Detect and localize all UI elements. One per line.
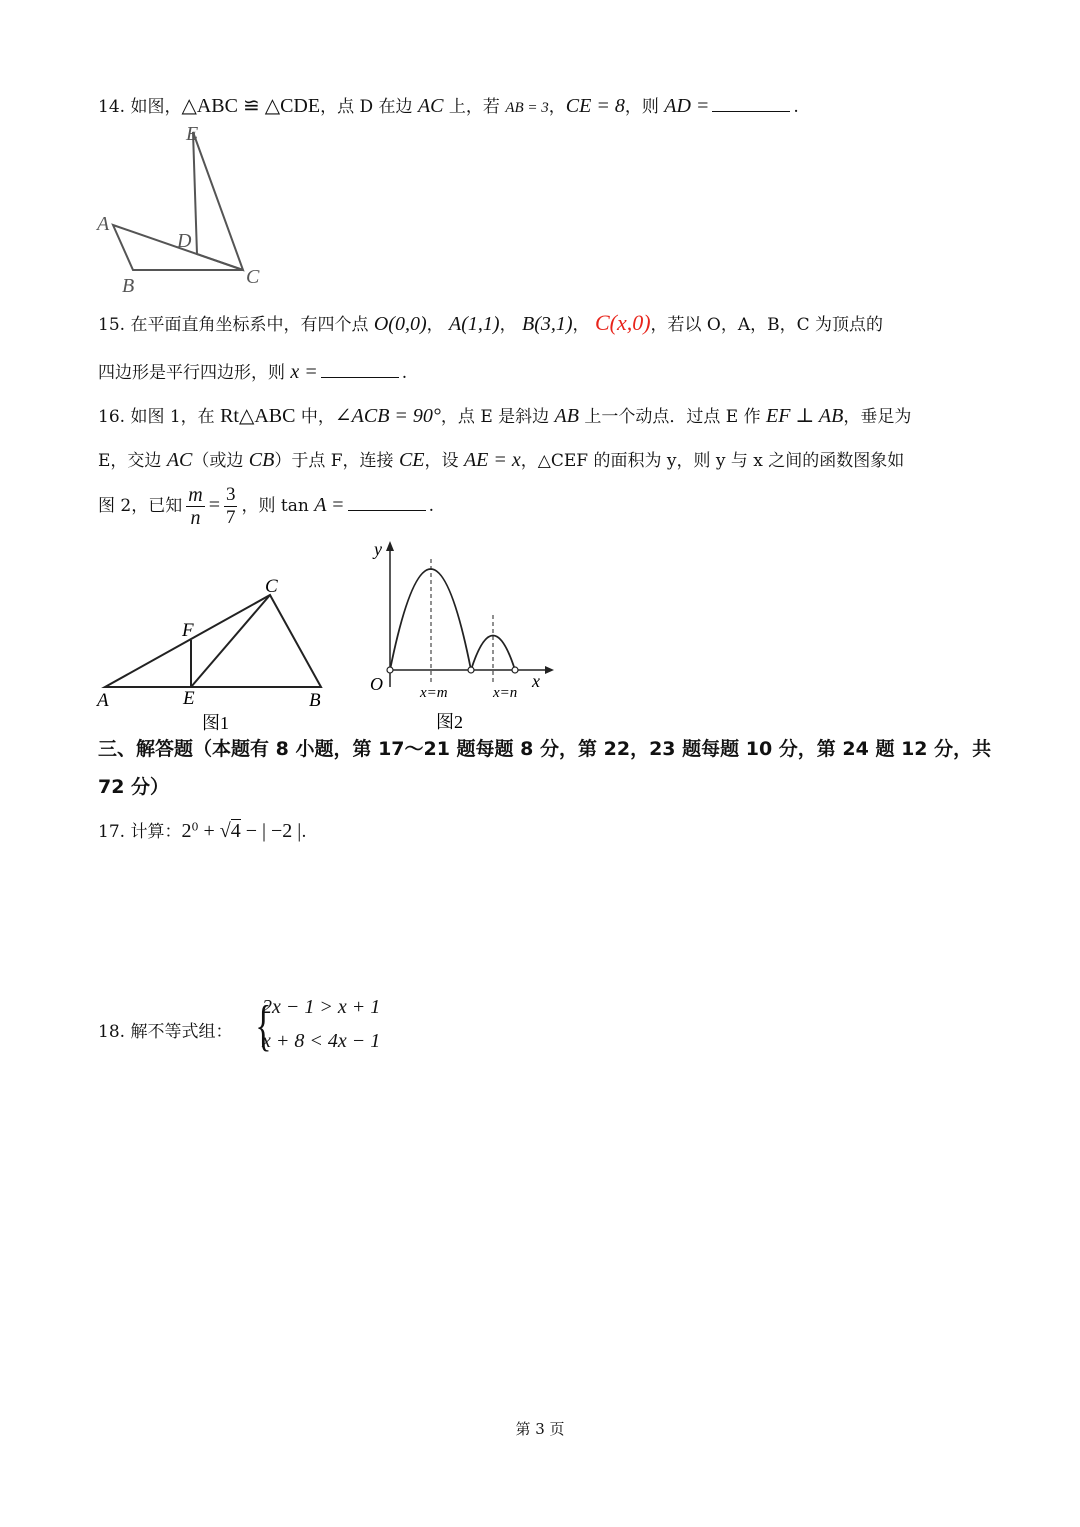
label-e: E bbox=[186, 123, 199, 145]
q16-figure-1 bbox=[95, 570, 335, 735]
q16-text-2d: ，设 bbox=[424, 451, 464, 471]
q16-tan-a: A = bbox=[314, 494, 345, 516]
q14-figure bbox=[95, 120, 275, 300]
q14-then: ，则 bbox=[624, 97, 665, 117]
fig1-label-a: A bbox=[97, 690, 109, 711]
triangle-cde bbox=[193, 132, 243, 270]
fig1-caption: 图1 bbox=[202, 713, 229, 733]
q16-perp: EF ⊥ AB bbox=[766, 405, 844, 427]
fig2-label-x: x bbox=[532, 671, 540, 691]
q17-number: 17. bbox=[98, 822, 126, 842]
triangle-abc-fig1 bbox=[105, 595, 321, 687]
q14-answer-blank[interactable] bbox=[712, 95, 790, 112]
q15-stem bbox=[98, 310, 883, 336]
q18-number: 18. bbox=[98, 1022, 126, 1042]
q15-point-a: A(1,1) bbox=[449, 313, 500, 335]
q15-answer-blank[interactable] bbox=[321, 361, 399, 378]
q17-exponent: 0 bbox=[191, 820, 199, 834]
q15-x: x = bbox=[290, 361, 318, 383]
q16-line2 bbox=[98, 446, 904, 472]
origin-point bbox=[387, 667, 393, 673]
q15-sep-1: ， bbox=[426, 315, 444, 335]
q16-text-1c: ，点 E 是斜边 bbox=[440, 407, 555, 427]
fig2-caption: 图2 bbox=[436, 712, 463, 732]
q16-ae: AE = x bbox=[463, 449, 521, 471]
section-3-heading: 三、解答题（本题有 8 小题，第 17～21 题每题 8 分，第 22，23 题每题 10 分，第 24 题 12 分，共 72 分） bbox=[98, 738, 992, 798]
q16-ce: CE bbox=[398, 449, 425, 471]
fig2-label-y: y bbox=[374, 539, 382, 559]
q17-plus: + bbox=[198, 820, 220, 842]
q15-condition: ，若以 O，A，B，C 为顶点的 bbox=[650, 315, 884, 335]
zero-point-1 bbox=[468, 667, 474, 673]
y-axis-arrow bbox=[386, 541, 394, 551]
q15-lead: 在平面直角坐标系中，有四个点 bbox=[130, 315, 374, 335]
x-axis-arrow bbox=[545, 666, 554, 674]
q16-text-1b: 中， bbox=[295, 407, 335, 427]
q18-inequality-1: 2x − 1 > x + 1 bbox=[262, 996, 381, 1018]
q17-sqrt-arg: 4 bbox=[230, 820, 241, 842]
page-number: 第 3 页 bbox=[515, 1420, 565, 1438]
fig2-label-xm: x=m bbox=[420, 685, 448, 701]
q16-equals: = bbox=[208, 494, 220, 516]
q16-answer-blank[interactable] bbox=[348, 494, 426, 511]
q15-line2 bbox=[98, 358, 407, 384]
q14-ce: CE = 8 bbox=[565, 95, 625, 117]
q18-lead: 解不等式组： bbox=[130, 1022, 233, 1042]
fig2-label-o: O bbox=[370, 674, 383, 694]
q17-base: 2 bbox=[181, 820, 192, 842]
q14-stem bbox=[98, 92, 799, 118]
label-a: A bbox=[97, 213, 110, 235]
q16-text-2a: E，交边 bbox=[98, 451, 167, 471]
q14-cond-lead: 上，若 bbox=[443, 97, 506, 117]
q15-sep-2: ， bbox=[499, 315, 517, 335]
q16-ac: AC bbox=[166, 449, 193, 471]
q14-point-text: ，点 D 在边 bbox=[320, 97, 418, 117]
q16-end: . bbox=[428, 496, 434, 516]
q14-lead: 如图， bbox=[130, 97, 182, 117]
q16-fraction-mn bbox=[186, 484, 204, 529]
q16-text-3a: 图 2，已知 bbox=[98, 496, 183, 516]
q15-number: 15. bbox=[98, 315, 126, 335]
left-brace-icon: { bbox=[255, 995, 272, 1057]
q16-frac-3: 3 bbox=[225, 484, 236, 505]
q15-point-b: B(3,1) bbox=[521, 313, 573, 335]
q17-rest: − | −2 | bbox=[240, 820, 302, 842]
fig1-label-f: F bbox=[182, 620, 194, 641]
q16-text-2e: ，△CEF 的面积为 y，则 y 与 x 之间的函数图象如 bbox=[520, 451, 905, 471]
q16-text-1d: 上一个动点．过点 E 作 bbox=[578, 407, 767, 427]
q18-stem bbox=[98, 1017, 232, 1042]
q14-sep: ， bbox=[548, 97, 566, 117]
q16-frac-m: m bbox=[188, 484, 203, 506]
q16-frac-n: n bbox=[190, 507, 201, 529]
fig1-label-b: B bbox=[309, 690, 321, 711]
q16-rt: Rt△ABC bbox=[220, 405, 296, 427]
label-c: C bbox=[246, 266, 260, 288]
q15-line2-text: 四边形是平行四边形，则 bbox=[98, 363, 291, 383]
q14-ad: AD = bbox=[664, 95, 710, 117]
q16-text-3b: ，则 tan bbox=[241, 496, 315, 516]
q15-point-c: C(x,0) bbox=[594, 310, 651, 335]
q16-line1 bbox=[98, 402, 911, 428]
curve-arc-1 bbox=[390, 569, 471, 670]
q16-text-1e: ，垂足为 bbox=[843, 407, 912, 427]
q16-figure-2 bbox=[360, 537, 560, 735]
q15-point-o: O(0,0) bbox=[373, 313, 427, 335]
q14-ab: AB = 3 bbox=[505, 100, 549, 116]
segment-ce bbox=[191, 595, 270, 687]
sqrt-icon: √ bbox=[219, 820, 231, 842]
q14-congruence: △ABC ≌ △CDE bbox=[181, 95, 321, 117]
q14-segment: AC bbox=[417, 95, 444, 117]
q15-end: . bbox=[401, 363, 408, 383]
q14-number: 14. bbox=[98, 97, 126, 117]
q14-end: . bbox=[793, 97, 799, 117]
q16-ab: AB bbox=[554, 405, 579, 427]
label-d: D bbox=[177, 230, 192, 252]
q18-inequality-2: x + 8 < 4x − 1 bbox=[262, 1030, 381, 1052]
q17-end: . bbox=[301, 822, 307, 842]
fig1-label-e: E bbox=[183, 688, 195, 709]
q16-line3 bbox=[98, 484, 434, 529]
q16-text-1a: 如图 1，在 bbox=[130, 407, 221, 427]
q16-text-2c: ）于点 F，连接 bbox=[274, 451, 399, 471]
q16-frac-7: 7 bbox=[225, 507, 236, 528]
label-b: B bbox=[122, 275, 135, 297]
q16-text-2b: （或边 bbox=[192, 451, 249, 471]
q16-fraction-37 bbox=[224, 484, 238, 529]
q16-angle: ∠ACB = 90° bbox=[334, 405, 441, 427]
q15-sep-3: ， bbox=[572, 315, 590, 335]
q16-cb: CB bbox=[248, 449, 275, 471]
zero-point-2 bbox=[512, 667, 518, 673]
q16-number: 16. bbox=[98, 407, 126, 427]
fig1-label-c: C bbox=[265, 576, 278, 597]
q17-stem bbox=[98, 817, 307, 843]
q17-lead: 计算： bbox=[130, 822, 182, 842]
fig2-label-xn: x=n bbox=[493, 685, 518, 701]
